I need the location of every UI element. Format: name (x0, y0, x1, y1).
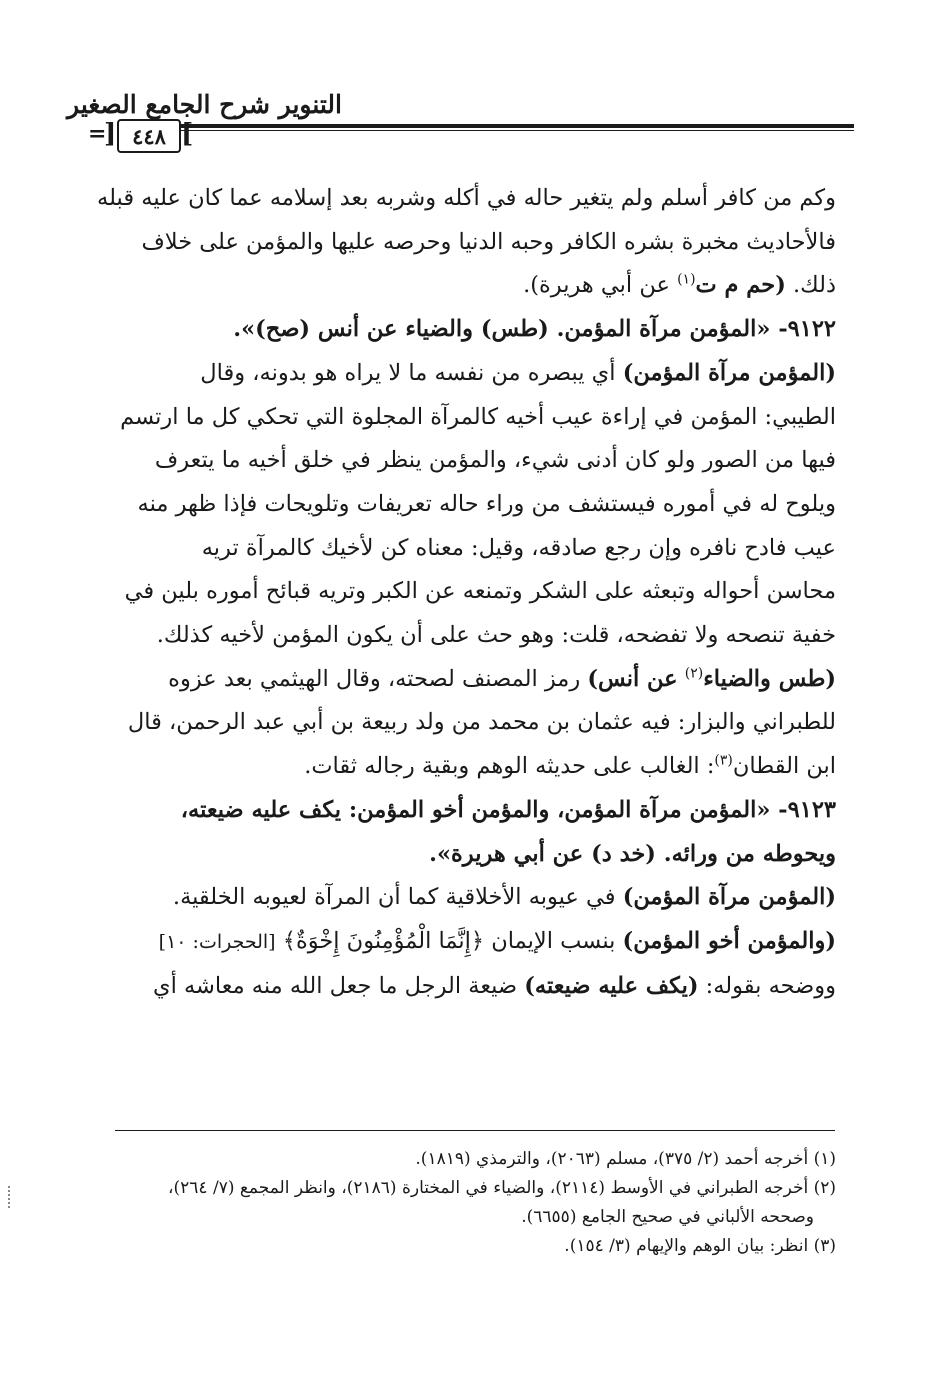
footnote-1: (١) أخرجه أحمد (٢/ ٣٧٥)، مسلم (٢٠٦٣)، والترمذي (١٨١٩). (415, 1149, 836, 1169)
footnotes (92, 1145, 836, 1261)
header-rule-thick (176, 124, 854, 128)
footnote-ref-1[interactable]: (١) (677, 271, 696, 288)
running-header-title: التنوير شرح الجامع الصغير (67, 90, 342, 119)
text-line: للطبراني والبزار: فيه عثمان بن محمد من ولد ربيعة بن أبي عبد الرحمن، قال (127, 709, 836, 736)
footnote-2: (٢) أخرجه الطبراني في الأوسط (٢١١٤)، والضياء في المختارة (٢١٨٦)، وانظر المجمع (٧/ ٢٦٤)، (168, 1178, 836, 1198)
text-line: (المؤمن مرآة المؤمن) في عيوبه الأخلاقية كما أن المرآة لعيوبه الخلقية. (172, 884, 836, 911)
quran-quote: ﴿إِنَّمَا الْمُؤْمِنُونَ إِخْوَةٌ﴾ (282, 927, 485, 954)
text-line: فيها من الصور ولو كان أدنى شيء، والمؤمن ينظر في خلق أخيه ما يتعرف (154, 447, 836, 474)
footnote-ref-2[interactable]: (٢) (684, 665, 704, 682)
quran-citation: [الحجرات: ١٠] (158, 930, 276, 953)
text-line: الطيبي: المؤمن في إراءة عيب أخيه كالمرآة المجلوة التي تحكي كل ما ارتسم (120, 403, 836, 430)
text-line: (والمؤمن أخو المؤمن) بنسب الإيمان ﴿إِنَّمَا الْمُؤْمِنُونَ إِخْوَةٌ﴾ [الحجرات: ١٠] (158, 927, 836, 954)
page-number: ٤٤٨ (117, 119, 181, 153)
page-number-left-bracket: [ (104, 119, 117, 149)
footnote-separator (115, 1130, 835, 1131)
text-line: وكم من كافر أسلم ولم يتغير حاله في أكله وشربه بعد إسلامه عما كان عليه قبله (97, 185, 836, 211)
footnote-ref-3[interactable]: (٣) (714, 752, 733, 769)
text-line: عيب فادح نافره وإن رجع صادقه، وقيل: معناه كن لأخيك كالمرآة تريه (201, 534, 836, 561)
main-text (92, 177, 836, 1008)
page-number-right-bracket: ] (181, 119, 194, 149)
hadith-heading-9123-cont: ويحوطه من ورائه. (خد د) عن أبي هريرة». (429, 840, 836, 867)
text-line: خفية تنصحه ولا تفضحه، قلت: وهو حث على أن يكون المؤمن لأخيه كذلك. (156, 622, 836, 649)
text-line: (طس والضياء$^{(٢)}$ عن أنس) رمز المصنف لصحته، وقال الهيثمي بعد عزوه (168, 665, 836, 692)
text-line: ذلك. (حم م ت$^{(١)}$ عن أبي هريرة). (523, 271, 836, 299)
footnote-2-cont: وصححه الألباني في صحيح الجامع (٦٦٥٥). (521, 1207, 814, 1227)
header-rule-thin (176, 130, 854, 131)
text-line: محاسن أحواله وتبعثه على الشكر وتمنعه عن الكبر وتريه قبائح أموره بلين في (124, 578, 836, 605)
footnote-3: (٣) انظر: بيان الوهم والإيهام (٣/ ١٥٤). (564, 1236, 836, 1256)
margin-mark (8, 1186, 12, 1208)
text-line: فالأحاديث مخبرة بشره الكافر وحبه الدنيا وحرصه عليها والمؤمن على خلاف (141, 228, 836, 255)
header-edge-mark: = (88, 121, 107, 147)
text-line: ابن القطان$^{(٣)}$: الغالب على حديثه الوهم وبقية رجاله ثقات. (304, 752, 836, 780)
text-line: ويلوح له في أموره فيستشف من وراء حاله تعريفات وتلويحات فإذا ظهر منه (137, 490, 836, 517)
hadith-heading-9123: ٩١٢٣- «المؤمن مرآة المؤمن، والمؤمن أخو المؤمن: يكف عليه ضيعته، (180, 796, 836, 823)
text-line: ووضحه بقوله: (يكف عليه ضيعته) ضيعة الرجل ما جعل الله منه معاشه أي (152, 972, 836, 999)
text-line: (المؤمن مرآة المؤمن) أي يبصره من نفسه ما لا يراه هو بدونه، وقال (200, 359, 836, 386)
hadith-heading-9122: ٩١٢٢- «المؤمن مرآة المؤمن. (طس) والضياء عن أنس (صح)». (233, 316, 836, 343)
